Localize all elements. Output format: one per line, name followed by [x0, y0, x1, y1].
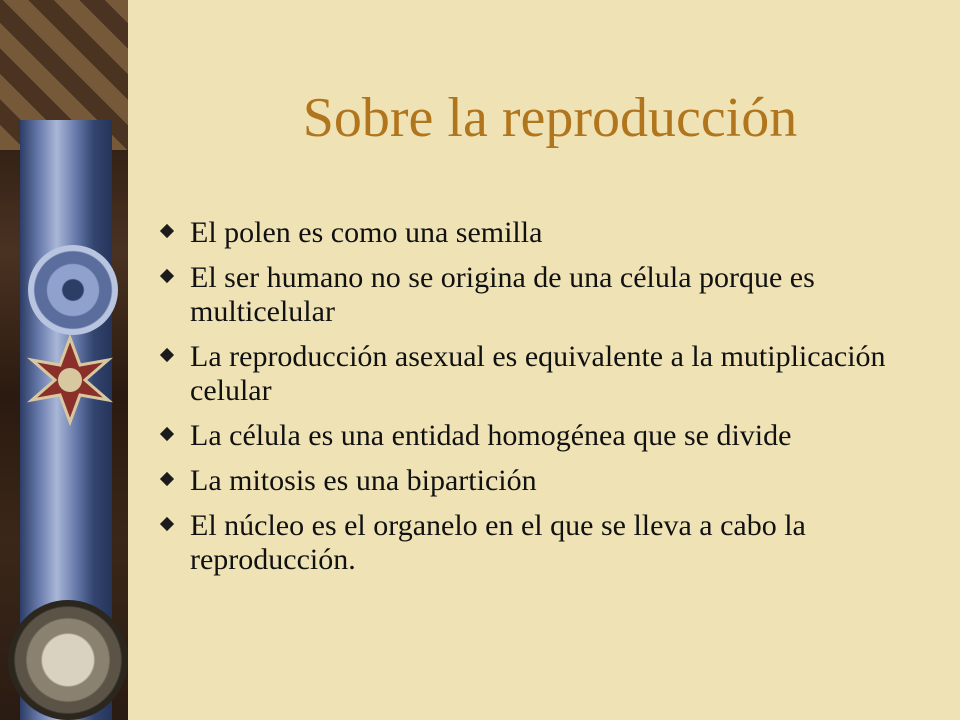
diamond-bullet-icon [160, 269, 174, 283]
bullet-text: El ser humano no se origina de una célula porque es multicelular [190, 261, 815, 328]
bullet-text: El polen es como una semilla [190, 216, 543, 249]
bullet-text: La célula es una entidad homogénea que se divide [190, 419, 792, 452]
slide-title: Sobre la reproducción [302, 87, 798, 149]
diamond-bullet-icon [160, 348, 174, 362]
medal-rosette [28, 245, 118, 335]
bullet-text: La reproducción asexual es equivalente a la mutiplicación celular [190, 340, 886, 407]
compass-image [8, 600, 128, 720]
diamond-bullet-icon [160, 517, 174, 531]
list-item [162, 419, 942, 453]
maltese-cross-medal-icon [20, 330, 120, 430]
list-item [162, 509, 942, 577]
bullet-list [162, 216, 942, 588]
list-item [162, 464, 942, 498]
diamond-bullet-icon [160, 472, 174, 486]
bullet-text: El núcleo es el organelo en el que se lleva a cabo la reproducción. [190, 509, 806, 576]
list-item [162, 261, 942, 329]
list-item [162, 340, 942, 408]
list-item [162, 216, 942, 250]
diamond-bullet-icon [160, 224, 174, 238]
decorative-photo-strip [0, 0, 128, 720]
diamond-bullet-icon [160, 427, 174, 441]
bullet-text: La mitosis es una bipartición [190, 464, 537, 497]
